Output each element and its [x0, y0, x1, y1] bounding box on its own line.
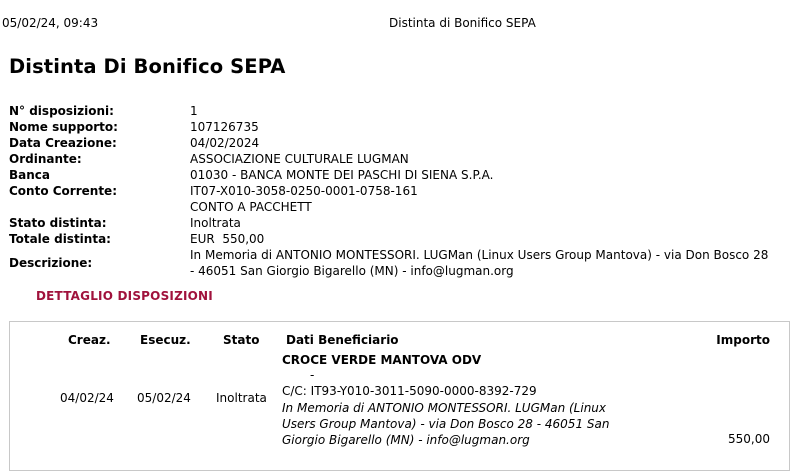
print-title: Distinta di Bonifico SEPA — [389, 16, 536, 30]
column-header-esecuz: Esecuz. — [140, 333, 191, 347]
descrizione-line: In Memoria di ANTONIO MONTESSORI. LUGMan (Linux Users Group Mantova) - via Don Bosco 28 — [190, 248, 769, 262]
beneficiario-nome: CROCE VERDE MANTOVA ODV — [282, 353, 482, 367]
conto-iban: IT07-X010-3058-0250-0001-0758-161 — [190, 184, 418, 198]
beneficiario-desc-line: Users Group Mantova) - via Don Bosco 28 - 46051 San — [282, 417, 610, 431]
field-ordinante — [9, 151, 789, 167]
beneficiario-dash: - — [310, 368, 315, 382]
column-header-importo: Importo — [716, 333, 770, 347]
field-value: ASSOCIAZIONE CULTURALE LUGMAN — [190, 152, 409, 166]
field-label: Ordinante: — [9, 152, 82, 166]
cell-creaz: 04/02/24 — [60, 391, 114, 405]
document-info — [9, 103, 789, 279]
field-stato-distinta — [9, 215, 789, 231]
field-value — [190, 247, 789, 279]
field-banca — [9, 167, 789, 183]
field-label: Nome supporto: — [9, 120, 118, 134]
field-n-disposizioni — [9, 103, 789, 119]
detail-table — [9, 321, 790, 471]
field-label: Data Creazione: — [9, 136, 117, 150]
beneficiario-cc: C/C: IT93-Y010-3011-5090-0000-8392-729 — [282, 384, 537, 398]
print-header — [0, 16, 800, 32]
field-value: 01030 - BANCA MONTE DEI PASCHI DI SIENA S.P.A. — [190, 168, 494, 182]
field-label: Descrizione: — [9, 256, 93, 270]
field-value: 1 — [190, 104, 198, 118]
column-header-stato: Stato — [223, 333, 260, 347]
cell-importo: 550,00 — [728, 432, 770, 446]
column-header-creaz: Creaz. — [68, 333, 111, 347]
cell-stato: Inoltrata — [216, 391, 267, 405]
field-value: Inoltrata — [190, 216, 241, 230]
beneficiario-desc-line: Giorgio Bigarello (MN) - info@lugman.org — [282, 433, 530, 447]
section-title-dettaglio: DETTAGLIO DISPOSIZIONI — [36, 289, 213, 303]
beneficiario-descrizione — [282, 400, 622, 448]
field-value: 04/02/2024 — [190, 136, 260, 150]
field-totale-distinta — [9, 231, 789, 247]
field-data-creazione — [9, 135, 789, 151]
field-conto-corrente — [9, 183, 789, 215]
field-value: EUR 550,00 — [190, 232, 265, 246]
print-datetime: 05/02/24, 09:43 — [2, 16, 99, 30]
descrizione-line: - 46051 San Giorgio Bigarello (MN) - info@lugman.org — [190, 264, 514, 278]
field-nome-supporto — [9, 119, 789, 135]
field-label: Stato distinta: — [9, 216, 107, 230]
field-descrizione — [9, 247, 789, 279]
conto-nome: CONTO A PACCHETT — [190, 200, 312, 214]
field-label: Totale distinta: — [9, 232, 111, 246]
beneficiario-desc-line: In Memoria di ANTONIO MONTESSORI. LUGMan (Linux — [282, 401, 607, 415]
column-header-beneficiario: Dati Beneficiario — [286, 333, 399, 347]
field-label: Conto Corrente: — [9, 184, 117, 198]
field-label: Banca — [9, 168, 50, 182]
field-value — [190, 183, 789, 215]
page-title: Distinta Di Bonifico SEPA — [9, 55, 286, 78]
field-value: 107126735 — [190, 120, 259, 134]
field-label: N° disposizioni: — [9, 104, 114, 118]
cell-esecuz: 05/02/24 — [137, 391, 191, 405]
